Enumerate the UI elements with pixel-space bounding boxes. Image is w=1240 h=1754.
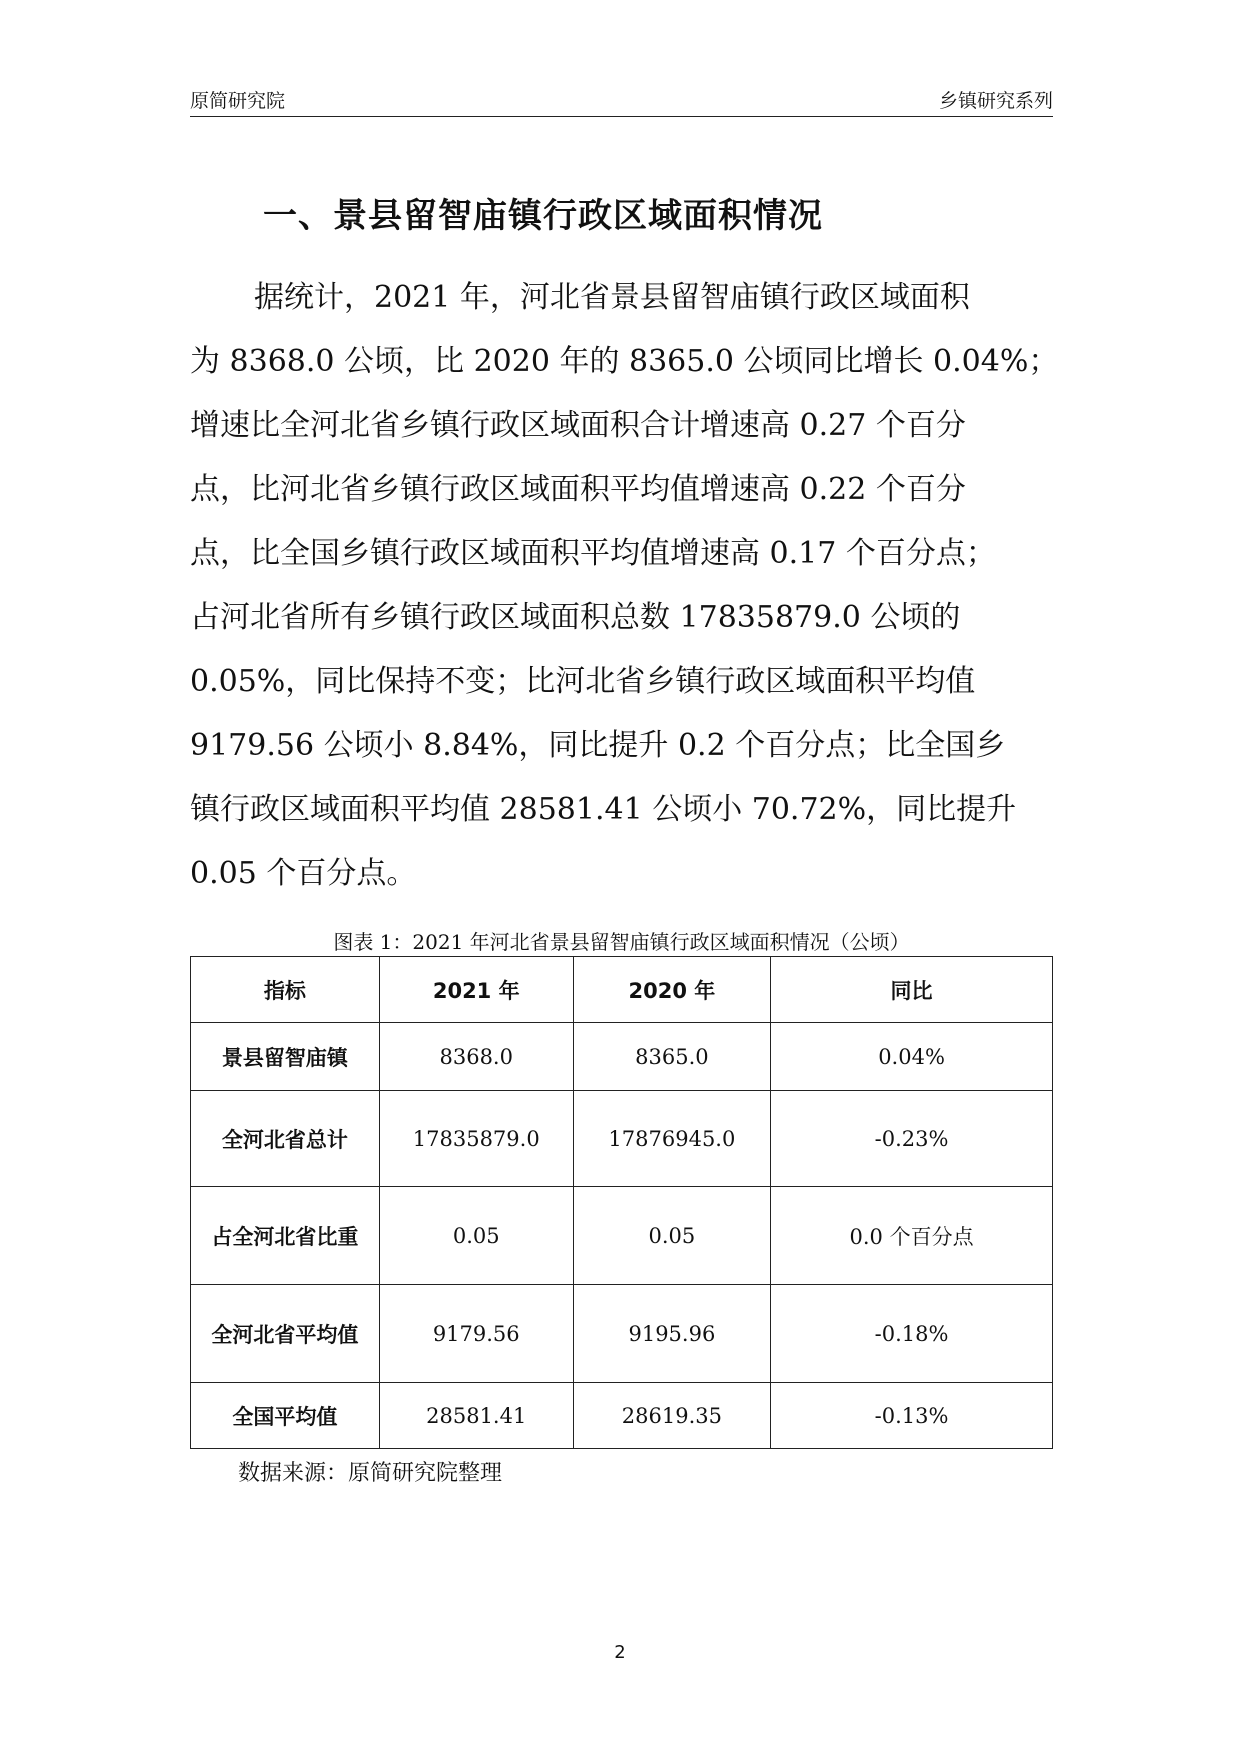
body-line: 据统计，2021 年，河北省景县留智庙镇行政区域面积 (254, 280, 970, 315)
row-label: 景县留智庙镇 (191, 1023, 380, 1091)
table-row (191, 1383, 1053, 1449)
header-right-text: 乡镇研究系列 (938, 90, 1053, 112)
table-row (191, 1285, 1053, 1383)
body-paragraph (190, 266, 1060, 906)
page-number: 2 (614, 1642, 626, 1663)
table-row (191, 1023, 1053, 1091)
header-left-text: 原简研究院 (190, 90, 286, 112)
table-cell: 8368.0 (379, 1023, 573, 1091)
table-cell: 0.05 (573, 1187, 770, 1285)
body-line: 为 8368.0 公顷，比 2020 年的 8365.0 公顷同比增长 0.04%； (190, 344, 1059, 379)
table-cell: 8365.0 (573, 1023, 770, 1091)
body-line: 9179.56 公顷小 8.84%，同比提升 0.2 个百分点；比全国乡 (190, 728, 1006, 763)
table-cell: 28619.35 (573, 1383, 770, 1449)
table-cell: -0.23% (771, 1091, 1053, 1187)
table-row (191, 1091, 1053, 1187)
table-caption: 图表 1：2021 年河北省景县留智庙镇行政区域面积情况（公顷） (333, 930, 910, 954)
table-header-row (191, 957, 1053, 1023)
column-header: 指标 (191, 957, 380, 1023)
body-line: 0.05 个百分点。 (190, 856, 417, 891)
column-header: 2021 年 (379, 957, 573, 1023)
column-header: 2020 年 (573, 957, 770, 1023)
body-line: 增速比全河北省乡镇行政区域面积合计增速高 0.27 个百分 (190, 408, 966, 443)
table-cell: 9179.56 (379, 1285, 573, 1383)
row-label: 全河北省平均值 (191, 1285, 380, 1383)
section-title: 一、景县留智庙镇行政区域面积情况 (263, 196, 823, 236)
table-cell: 17835879.0 (379, 1091, 573, 1187)
page-header (190, 86, 1053, 117)
table-cell: 0.05 (379, 1187, 573, 1285)
row-label: 全国平均值 (191, 1383, 380, 1449)
table-cell: -0.13% (771, 1383, 1053, 1449)
row-label: 占全河北省比重 (191, 1187, 380, 1285)
body-line: 0.05%，同比保持不变；比河北省乡镇行政区域面积平均值 (190, 664, 976, 699)
column-header: 同比 (771, 957, 1053, 1023)
data-source-note: 数据来源：原简研究院整理 (238, 1461, 503, 1486)
row-label: 全河北省总计 (191, 1091, 380, 1187)
table-cell: 17876945.0 (573, 1091, 770, 1187)
body-line: 点，比全国乡镇行政区域面积平均值增速高 0.17 个百分点； (190, 536, 996, 571)
table-cell: 0.04% (771, 1023, 1053, 1091)
table-cell: 0.0 个百分点 (771, 1187, 1053, 1285)
table-cell: -0.18% (771, 1285, 1053, 1383)
body-line: 镇行政区域面积平均值 28581.41 公顷小 70.72%，同比提升 (190, 792, 1017, 827)
data-table (190, 956, 1053, 1449)
body-line: 占河北省所有乡镇行政区域面积总数 17835879.0 公顷的 (190, 600, 961, 635)
body-line: 点，比河北省乡镇行政区域面积平均值增速高 0.22 个百分 (190, 472, 966, 507)
table-row (191, 1187, 1053, 1285)
table-cell: 28581.41 (379, 1383, 573, 1449)
table-cell: 9195.96 (573, 1285, 770, 1383)
